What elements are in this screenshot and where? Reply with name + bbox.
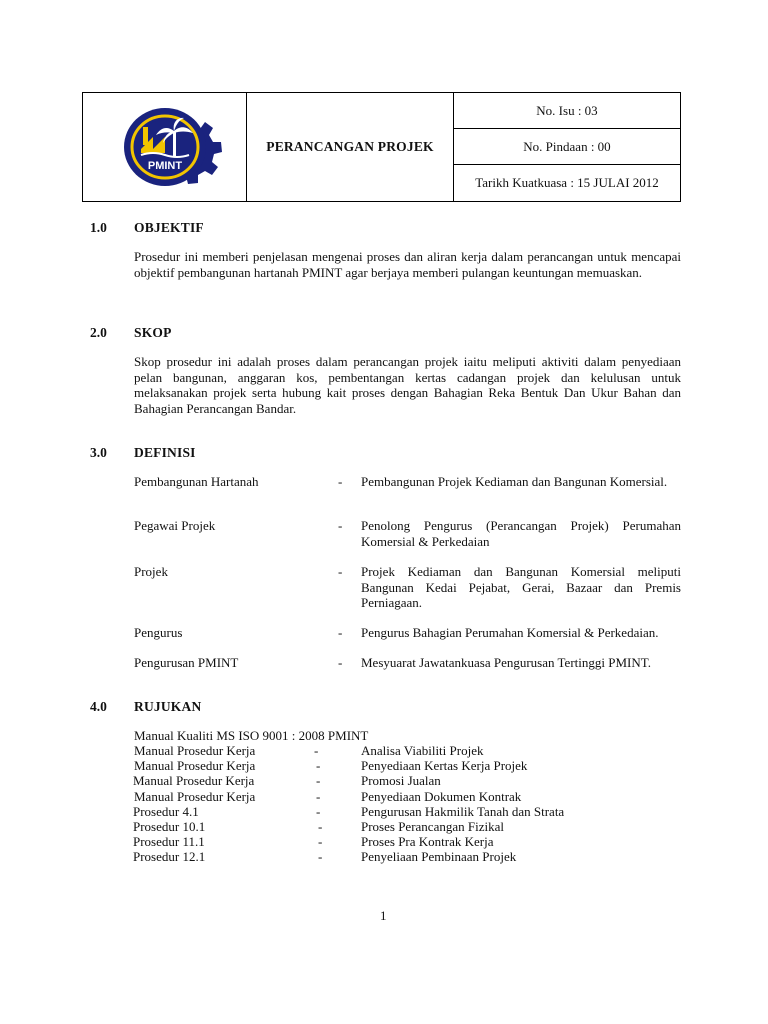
reference-document: Manual Prosedur Kerja — [134, 758, 256, 773]
reference-dash: - — [318, 819, 323, 834]
definition-dash: - — [338, 518, 343, 533]
reference-title: Proses Pra Kontrak Kerja — [361, 834, 494, 849]
issue-number: No. Isu : 03 — [536, 102, 598, 118]
reference-title: Proses Perancangan Fizikal — [361, 819, 504, 834]
definition-text: Penolong Pengurus (Perancangan Projek) Perumahan Komersial & Perkedaian — [361, 518, 681, 549]
definition-term: Pembangunan Hartanah — [134, 474, 259, 489]
reference-document: Prosedur 4.1 — [133, 804, 199, 819]
section-title-objektif: OBJEKTIF — [134, 220, 204, 235]
section-title-skop: SKOP — [134, 325, 172, 340]
reference-dash: - — [316, 758, 321, 773]
definition-dash: - — [338, 655, 343, 670]
pmint-logo — [83, 93, 246, 201]
logo-text: PMINT — [147, 160, 183, 172]
reference-dash: - — [318, 834, 323, 849]
reference-dash: - — [318, 849, 323, 864]
definition-text: Mesyuarat Jawatankuasa Pengurusan Tertinggi PMINT. — [361, 655, 651, 670]
document-title: PERANCANGAN PROJEK — [266, 139, 434, 154]
definition-text: Pengurus Bahagian Perumahan Komersial & Perkedaian. — [361, 625, 659, 640]
definition-dash: - — [338, 625, 343, 640]
section-title-rujukan: RUJUKAN — [134, 699, 202, 714]
reference-document: Manual Prosedur Kerja — [134, 743, 256, 758]
definition-text: Projek Kediaman dan Bangunan Komersial meliputi Bangunan Kedai Pejabat, Gerai, Bazaar dan Premis Perniagaan. — [361, 564, 681, 610]
reference-dash: - — [316, 773, 321, 788]
reference-dash: - — [314, 743, 319, 758]
reference-document: Manual Prosedur Kerja — [134, 789, 256, 804]
section-number: 3.0 — [90, 445, 107, 460]
definition-dash: - — [338, 564, 343, 579]
logo-cell — [83, 93, 246, 201]
definition-term: Pengurus — [134, 625, 183, 640]
definition-text: Pembangunan Projek Kediaman dan Bangunan Komersial. — [361, 474, 668, 489]
amendment-number: No. Pindaan : 00 — [523, 138, 611, 154]
reference-title: Penyediaan Kertas Kerja Projek — [361, 758, 528, 773]
reference-dash: - — [316, 789, 321, 804]
section-number: 4.0 — [90, 699, 107, 714]
reference-title: Penyediaan Dokumen Kontrak — [361, 789, 522, 804]
definition-dash: - — [338, 474, 343, 489]
reference-title: Analisa Viabiliti Projek — [361, 743, 484, 758]
reference-document: Manual Prosedur Kerja — [133, 773, 255, 788]
section-number: 2.0 — [90, 325, 107, 340]
skop-paragraph: Skop prosedur ini adalah proses dalam perancangan projek iaitu meliputi aktiviti dalam penyediaan pelan bangunan, anggaran kos, pembentangan kertas cadangan projek dan kelulusan untuk melaksanakan projek serta hubung kait proses dengan Bahagian Reka Bentuk Dan Ukur Bahan dan Bahagian Perancangan Bandar. — [134, 354, 681, 416]
reference-title: Penyeliaan Pembinaan Projek — [361, 849, 517, 864]
reference-document: Prosedur 10.1 — [133, 819, 206, 834]
reference-document: Prosedur 12.1 — [133, 849, 206, 864]
page-number: 1 — [380, 908, 387, 923]
objektif-paragraph: Prosedur ini memberi penjelasan mengenai proses dan aliran kerja dalam perancangan untuk mencapai objektif pembangunan hartanah PMINT agar berjaya memberi pulangan keuntungan memuaskan. — [134, 249, 681, 280]
reference-document: Prosedur 11.1 — [133, 834, 205, 849]
reference-title: Pengurusan Hakmilik Tanah dan Strata — [361, 804, 565, 819]
effective-date: Tarikh Kuatkuasa : 15 JULAI 2012 — [475, 175, 659, 190]
document-header-table — [82, 92, 681, 202]
definition-term: Pegawai Projek — [134, 518, 216, 533]
reference-title: Promosi Jualan — [361, 773, 441, 788]
definition-term: Pengurusan PMINT — [134, 655, 239, 670]
reference-intro: Manual Kualiti MS ISO 9001 : 2008 PMINT — [134, 728, 369, 743]
definition-term: Projek — [134, 564, 168, 579]
section-title-definisi: DEFINISI — [134, 445, 196, 460]
section-number: 1.0 — [90, 220, 107, 235]
reference-dash: - — [316, 804, 321, 819]
